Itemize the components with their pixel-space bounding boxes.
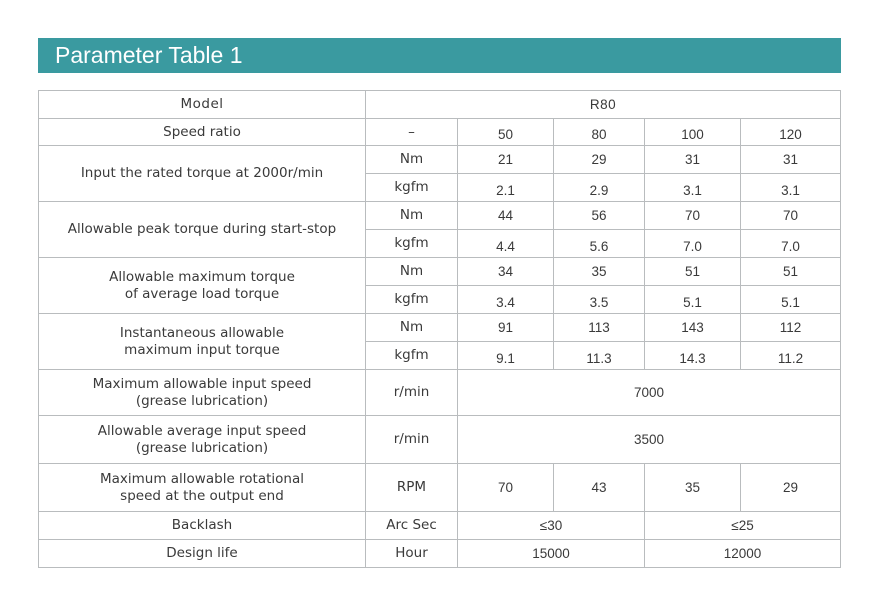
table-row-avg-load-torque-nm xyxy=(39,258,841,286)
output-speed-value: 35 xyxy=(645,464,741,512)
backlash-label: Backlash xyxy=(39,512,366,540)
peak-torque-label: Allowable peak torque during start-stop xyxy=(39,202,366,258)
label-line: speed at the output end xyxy=(120,487,284,504)
unit-arc-sec: Arc Sec xyxy=(366,512,458,540)
peak-torque-value: 7.0 xyxy=(741,230,841,258)
parameter-table xyxy=(38,90,841,568)
unit-r-min: r/min xyxy=(366,416,458,464)
speed-ratio-value: 120 xyxy=(741,119,841,146)
unit-hour: Hour xyxy=(366,540,458,568)
label-line: (grease lubrication) xyxy=(135,439,269,456)
output-speed-value: 29 xyxy=(741,464,841,512)
rated-torque-value: 2.1 xyxy=(458,174,554,202)
peak-torque-value: 4.4 xyxy=(458,230,554,258)
peak-torque-value: 7.0 xyxy=(645,230,741,258)
avg-load-torque-value: 3.5 xyxy=(554,286,645,314)
backlash-value: ≤30 xyxy=(458,512,645,540)
unit-kgfm: kgfm xyxy=(366,286,458,314)
unit-r-min: r/min xyxy=(366,370,458,416)
peak-torque-value: 44 xyxy=(458,202,554,230)
peak-torque-value: 56 xyxy=(554,202,645,230)
unit-nm: Nm xyxy=(366,146,458,174)
table-row-avg-input-speed xyxy=(39,416,841,464)
output-speed-value: 70 xyxy=(458,464,554,512)
avg-load-torque-value: 34 xyxy=(458,258,554,286)
label-line: of average load torque xyxy=(124,285,280,302)
rated-torque-value: 31 xyxy=(741,146,841,174)
speed-ratio-value: 80 xyxy=(554,119,645,146)
peak-torque-value: 70 xyxy=(741,202,841,230)
table-row-peak-torque-nm xyxy=(39,202,841,230)
table-row-design-life xyxy=(39,540,841,568)
unit-kgfm: kgfm xyxy=(366,230,458,258)
unit-kgfm: kgfm xyxy=(366,174,458,202)
instant-torque-value: 11.2 xyxy=(741,342,841,370)
table-row-max-input-speed xyxy=(39,370,841,416)
unit-nm: Nm xyxy=(366,258,458,286)
rated-torque-value: 2.9 xyxy=(554,174,645,202)
instant-torque-value: 143 xyxy=(645,314,741,342)
table-row-output-speed xyxy=(39,464,841,512)
table-row-rated-torque-nm xyxy=(39,146,841,174)
avg-load-torque-value: 3.4 xyxy=(458,286,554,314)
unit-nm: Nm xyxy=(366,202,458,230)
instant-input-torque-label xyxy=(39,314,366,370)
avg-input-speed-value: 3500 xyxy=(458,416,841,464)
peak-torque-value: 70 xyxy=(645,202,741,230)
avg-load-torque-value: 5.1 xyxy=(645,286,741,314)
rated-torque-value: 3.1 xyxy=(645,174,741,202)
unit-nm: Nm xyxy=(366,314,458,342)
design-life-label: Design life xyxy=(39,540,366,568)
max-input-speed-value: 7000 xyxy=(458,370,841,416)
avg-load-torque-label xyxy=(39,258,366,314)
instant-torque-value: 91 xyxy=(458,314,554,342)
table-row-model xyxy=(39,91,841,119)
rated-torque-value: 21 xyxy=(458,146,554,174)
max-input-speed-label xyxy=(39,370,366,416)
instant-torque-value: 112 xyxy=(741,314,841,342)
table-row-speed-ratio xyxy=(39,119,841,146)
output-speed-value: 43 xyxy=(554,464,645,512)
instant-torque-value: 11.3 xyxy=(554,342,645,370)
label-line: Allowable average input speed xyxy=(97,422,307,439)
label-line: maximum input torque xyxy=(124,341,280,358)
avg-input-speed-label xyxy=(39,416,366,464)
avg-load-torque-value: 51 xyxy=(741,258,841,286)
design-life-value: 12000 xyxy=(645,540,841,568)
page-title: Parameter Table 1 xyxy=(55,42,243,68)
label-line: Allowable maximum torque xyxy=(109,268,295,285)
rated-torque-value: 3.1 xyxy=(741,174,841,202)
speed-ratio-value: 100 xyxy=(645,119,741,146)
model-value: R80 xyxy=(366,91,841,119)
output-speed-label xyxy=(39,464,366,512)
model-label: Model xyxy=(39,91,366,119)
instant-torque-value: 14.3 xyxy=(645,342,741,370)
label-line: (grease lubrication) xyxy=(135,392,269,409)
speed-ratio-value: 50 xyxy=(458,119,554,146)
design-life-value: 15000 xyxy=(458,540,645,568)
speed-ratio-label: Speed ratio xyxy=(39,119,366,146)
unit-kgfm: kgfm xyxy=(366,342,458,370)
label-line: Instantaneous allowable xyxy=(119,324,285,341)
rated-torque-label: Input the rated torque at 2000r/min xyxy=(39,146,366,202)
rated-torque-value: 29 xyxy=(554,146,645,174)
table-row-instant-torque-nm xyxy=(39,314,841,342)
backlash-value: ≤25 xyxy=(645,512,841,540)
avg-load-torque-value: 51 xyxy=(645,258,741,286)
label-line: Maximum allowable rotational xyxy=(99,470,305,487)
instant-torque-value: 113 xyxy=(554,314,645,342)
peak-torque-value: 5.6 xyxy=(554,230,645,258)
avg-load-torque-value: 5.1 xyxy=(741,286,841,314)
title-banner xyxy=(38,38,841,73)
table-row-backlash xyxy=(39,512,841,540)
unit-rpm: RPM xyxy=(366,464,458,512)
label-line: Maximum allowable input speed xyxy=(92,375,312,392)
rated-torque-value: 31 xyxy=(645,146,741,174)
speed-ratio-unit: – xyxy=(366,119,458,146)
avg-load-torque-value: 35 xyxy=(554,258,645,286)
instant-torque-value: 9.1 xyxy=(458,342,554,370)
